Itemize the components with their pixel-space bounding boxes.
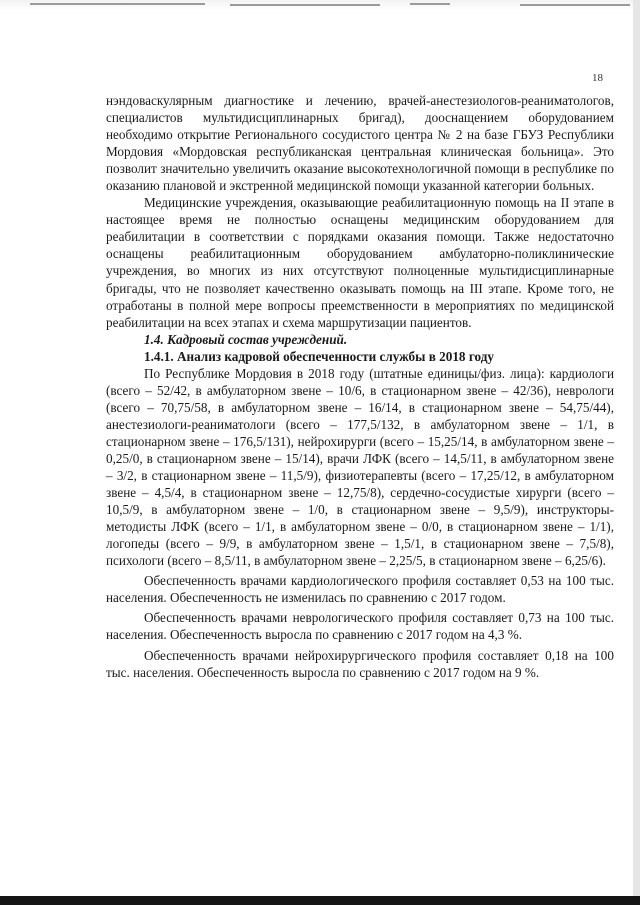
paragraph: По Республике Мордовия в 2018 году (штатные единицы/физ. лица): кардиологи (всего – 52/42, в амбулаторном звене – 10/6, в стационарном звене – 42/36), неврологи (всего – 70,75/58, в амбулаторном звене – 16/14, в стационарном звене – 54,75/44), анестезиологи-реаниматологи (всего – 177,5/132, в амбулаторном звене – 1/1, в стационарном звене – 176,5/131), нейрохирурги (всего – 15,25/14, в амбулаторном звене – 0,25/0, в стационарном звене – 15/14), врачи ЛФК (всего – 14,5/11, в амбулаторном звене – 3/2, в стационарном звене – 11,5/9), физиотерапевты (всего – 17,25/12, в амбулаторном звене – 4,5/4, в стационарном звене – 12,75/8), сердечно-сосудистые хирурги (всего – 10,5/9, в амбулаторном звене – 1/0, в стационарном звене – 9,5/9), инструкторы-методисты ЛФК (всего – 1/1, в амбулаторном звене – 0/0, в стационарном звене – 1/1), логопеды (всего – 9/9, в амбулаторном звене – 1,5/1, в стационарном звене – 7,5/8), психологи (всего – 8,5/11, в амбулаторном звене – 2,25/5, в стационарном звене – 6,25/6). [106,365,614,569]
scan-artifact-line [30,3,205,5]
paragraph: Обеспеченность врачами нейрохирургического профиля составляет 0,18 на 100 тыс. населения. Обеспеченность выросла по сравнению с 2017 годом на 9 %. [106,647,614,680]
scan-artifact-line [410,3,450,5]
scan-artifact-line [520,4,630,6]
scan-right-edge [633,0,640,905]
subsection-heading: 1.4.1. Анализ кадровой обеспеченности службы в 2018 году [144,348,494,364]
scan-bottom-edge [0,896,640,905]
scan-artifact-line [230,4,380,6]
paragraph: нэндоваскулярным диагностике и лечению, врачей-анестезиологов-реаниматологов, специалистов мультидисциплинарных бригад), дооснащением оборудованием необходимо открытие Регионального сосудистого центра № 2 на базе ГБУЗ Республики Мордовия «Мордовская республиканская центральная клиническая больница». Это позволит значительно увеличить оказание высокотехнологичной помощи в республике по оказанию плановой и экстренной медицинской помощи указанной категории больных. [106,93,614,194]
paragraph: Обеспеченность врачами неврологического профиля составляет 0,73 на 100 тыс. населения. Обеспеченность выросла по сравнению с 2017 годом на 4,3 %. [106,610,614,643]
paragraph: Обеспеченность врачами кардиологического профиля составляет 0,53 на 100 тыс. населения. Обеспеченность не изменилась по сравнению с 2017 годом. [106,573,614,606]
paragraph: Медицинские учреждения, оказывающие реабилитационную помощь на II этапе в настоящее время не полностью оснащены медицинским оборудованием для реабилитации в соответствии с порядками оказания помощи. Также недостаточно оснащены реабилитационным оборудованием амбулаторно-поликлинические учреждения, во многих из них отсутствуют полноценные мультидисциплинарные бригады, что не позволяет качественно оказывать помощь на III этапе. Кроме того, не отработаны в полной мере вопросы преемственности в мероприятиях по медицинской реабилитации на всех этапах и схема маршрутизации пациентов. [106,195,614,330]
section-heading: 1.4. Кадровый состав учреждений. [144,331,348,347]
page-number: 18 [592,72,603,84]
document-body [106,92,614,681]
